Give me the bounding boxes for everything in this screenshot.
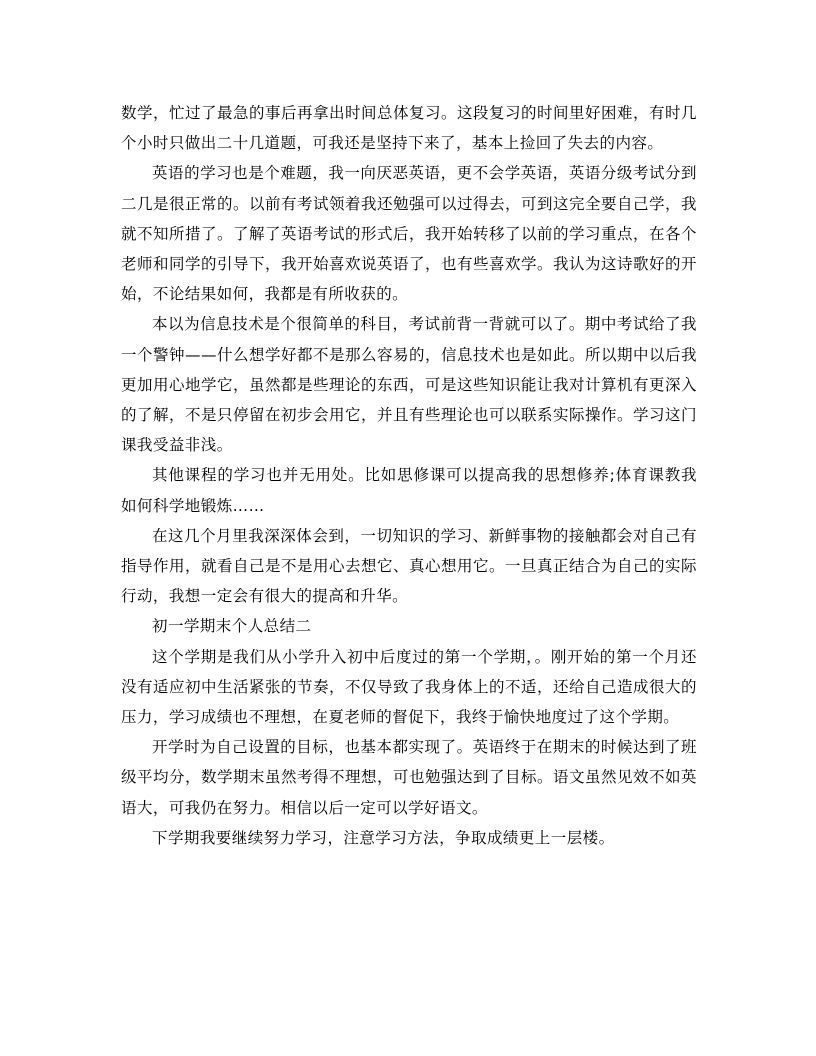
paragraph-first-semester: 这个学期是我们从小学升入初中后度过的第一个学期，。刚开始的第一个月还没有适应初中生活紧张的节奏，不仅导致了我身体上的不适，还给自己造成很大的压力，学习成绩也不理想，在夏老师的督促下，我终于愉快地度过了这个学期。 [121, 647, 697, 727]
paragraph-math-review: 数学，忙过了最急的事后再拿出时间总体复习。这段复习的时间里好困难，有时几个小时只做出二十几道题，可我还是坚持下来了，基本上捡回了失去的内容。 [121, 104, 697, 153]
paragraph-english-study: 英语的学习也是个难题，我一向厌恶英语，更不会学英语，英语分级考试分到二几是很正常的。以前有考试领着我还勉强可以过得去，可到这完全要自己学，我就不知所措了。了解了英语考试的形式后，我开始转移了以前的学习重点，在各个老师和同学的引导下，我开始喜欢说英语了，也有些喜欢学。我认为这诗歌好的开始，不论结果如何，我都是有所收获的。 [121, 164, 697, 304]
paragraph-other-courses: 其他课程的学习也并无用处。比如思修课可以提高我的思想修养;体育课教我如何科学地锻炼…… [121, 466, 697, 515]
paragraph-goals: 开学时为自己设置的目标，也基本都实现了。英语终于在期末的时候达到了班级平均分，数学期末虽然考得不理想，可也勉强达到了目标。语文虽然见效不如英语大，可我仍在努力。相信以后一定可以学好语文。 [121, 738, 697, 817]
document-body [121, 98, 697, 853]
section-heading: 初一学期末个人总结二 [152, 617, 312, 636]
paragraph-next-semester: 下学期我要继续努力学习，注意学习方法，争取成绩更上一层楼。 [152, 828, 615, 847]
paragraph-information-technology: 本以为信息技术是个很简单的科目，考试前背一背就可以了。期中考试给了我一个警钟——什么想学好都不是那么容易的，信息技术也是如此。所以期中以后我更加用心地学它，虽然都是些理论的东西，可是这些知识能让我对计算机有更深入的了解，不是只停留在初步会用它，并且有些理论也可以联系实际操作。学习这门课我受益非浅。 [121, 315, 697, 455]
paragraph-reflection: 在这几个月里我深深体会到，一切知识的学习、新鲜事物的接触都会对自己有指导作用，就看自己是不是用心去想它、真心想用它。一旦真正结合为自己的实际行动，我想一定会有很大的提高和升华。 [121, 526, 697, 606]
